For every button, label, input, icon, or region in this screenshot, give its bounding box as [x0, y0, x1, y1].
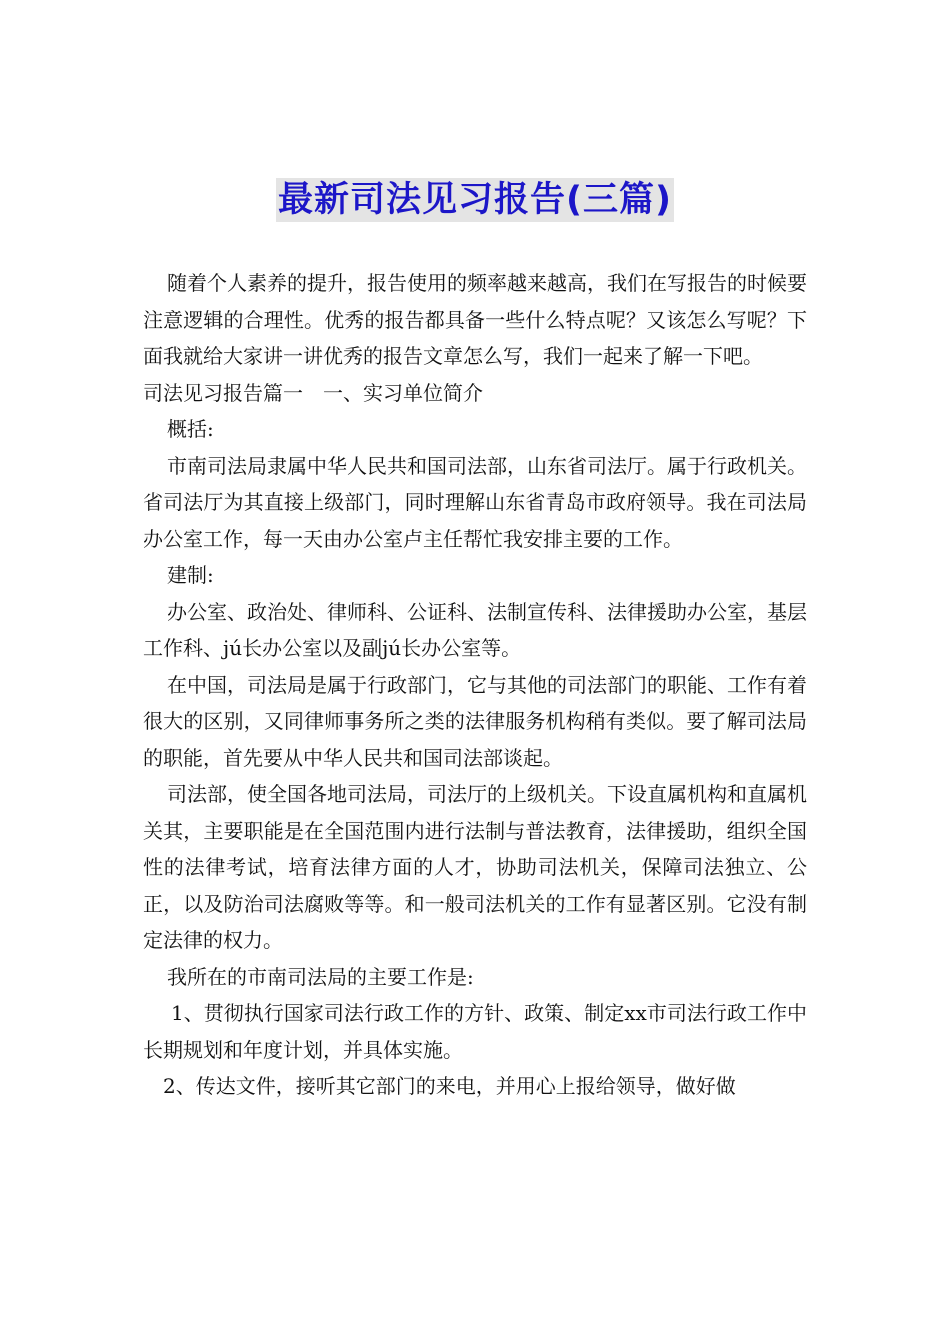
paragraph-china: 在中国，司法局是属于行政部门，它与其他的司法部门的职能、工作有着很大的区别，又同律师事务所之类的法律服务机构稍有类似。要了解司法局的职能，首先要从中华人民共和国司法部谈起。	[143, 672, 807, 770]
subheading-structure: 建制:	[167, 563, 214, 587]
document-title: 最新司法见习报告(三篇)	[278, 180, 672, 220]
paragraph-structure: 办公室、政治处、律师科、公证科、法制宣传科、法律援助办公室，基层工作科、jú长办公室以及副jú长办公室等。	[143, 599, 807, 660]
document-body	[143, 265, 807, 1105]
paragraph-ministry: 司法部，使全国各地司法局，司法厅的上级机关。下设直属机构和直属机关其，主要职能是在全国范围内进行法制与普法教育，法律援助，组织全国性的法律考试，培育法律方面的人才，协助司法机关，保障司法独立、公正，以及防治司法腐败等等。和一般司法机关的工作有显著区别。它没有制定法律的权力。	[143, 782, 807, 952]
subheading-overview: 概括:	[167, 417, 214, 441]
paragraph-overview: 市南司法局隶属中华人民共和国司法部，山东省司法厅。属于行政机关。省司法厅为其直接上级部门，同时理解山东省青岛市政府领导。我在司法局办公室工作，每一天由办公室卢主任帮忙我安排主要的工作。	[143, 453, 807, 551]
paragraph-main-work: 我所在的市南司法局的主要工作是:	[167, 964, 474, 989]
section-heading: 司法见习报告篇一 一、实习单位简介	[143, 380, 483, 405]
title-container	[0, 178, 950, 222]
list-item-2: 2、传达文件，接听其它部门的来电，并用心上报给领导，做好做	[163, 1074, 736, 1098]
list-item-1: 1、贯彻执行国家司法行政工作的方针、政策、制定xx市司法行政工作中长期规划和年度计划，并具体实施。	[143, 1001, 807, 1062]
intro-paragraph: 随着个人素养的提升，报告使用的频率越来越高，我们在写报告的时候要注意逻辑的合理性。优秀的报告都具备一些什么特点呢？又该怎么写呢？下面我就给大家讲一讲优秀的报告文章怎么写，我们一起来了解一下吧。	[143, 271, 807, 368]
